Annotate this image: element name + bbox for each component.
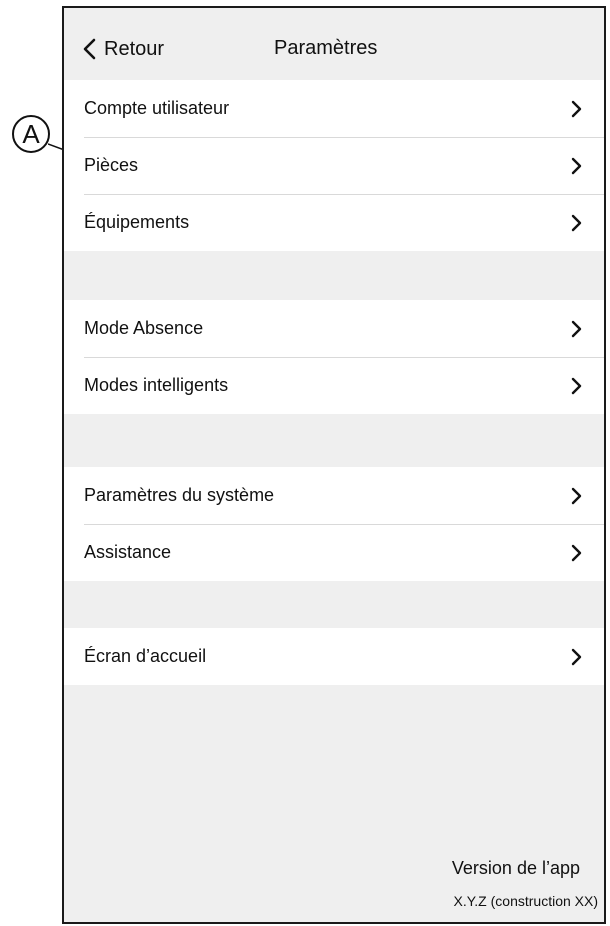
settings-item-label: Pièces [84, 155, 139, 175]
settings-item-rooms[interactable] [64, 137, 604, 194]
callout-marker [12, 115, 50, 153]
chevron-right-icon [571, 214, 582, 232]
phone-screen [62, 6, 606, 924]
chevron-right-icon [571, 377, 582, 395]
settings-item-label: Équipements [84, 212, 190, 232]
app-build-number: X.Y.Z (construction XX) [453, 893, 598, 909]
chevron-right-icon [571, 320, 582, 338]
settings-item-label: Compte utilisateur [84, 98, 230, 118]
settings-group-4 [64, 628, 604, 685]
chevron-right-icon [571, 487, 582, 505]
chevron-right-icon [571, 157, 582, 175]
settings-item-smart-modes[interactable] [64, 357, 604, 414]
settings-item-label: Paramètres du système [84, 485, 275, 505]
page-title: Paramètres [274, 37, 378, 59]
settings-item-label: Mode Absence [84, 318, 204, 338]
back-label: Retour [104, 37, 165, 60]
settings-item-label: Modes intelligents [84, 375, 229, 395]
settings-item-away-mode[interactable] [64, 300, 604, 357]
settings-item-user-account[interactable] [64, 80, 604, 137]
settings-group-3 [64, 467, 604, 581]
app-version-label: Version de l’app [451, 858, 580, 878]
settings-item-label: Assistance [84, 542, 172, 562]
chevron-right-icon [571, 648, 582, 666]
callout-letter: A [22, 118, 40, 149]
chevron-right-icon [571, 544, 582, 562]
back-button[interactable] [82, 34, 164, 64]
settings-group-2 [64, 300, 604, 414]
settings-item-home-screen[interactable] [64, 628, 604, 685]
settings-item-label: Écran d’accueil [84, 646, 207, 666]
chevron-left-icon [82, 38, 96, 60]
settings-item-support[interactable] [64, 524, 604, 581]
settings-item-system-settings[interactable] [64, 467, 604, 524]
settings-group-1 [64, 80, 604, 251]
chevron-right-icon [571, 100, 582, 118]
nav-header [64, 8, 604, 78]
settings-item-equipment[interactable] [64, 194, 604, 251]
